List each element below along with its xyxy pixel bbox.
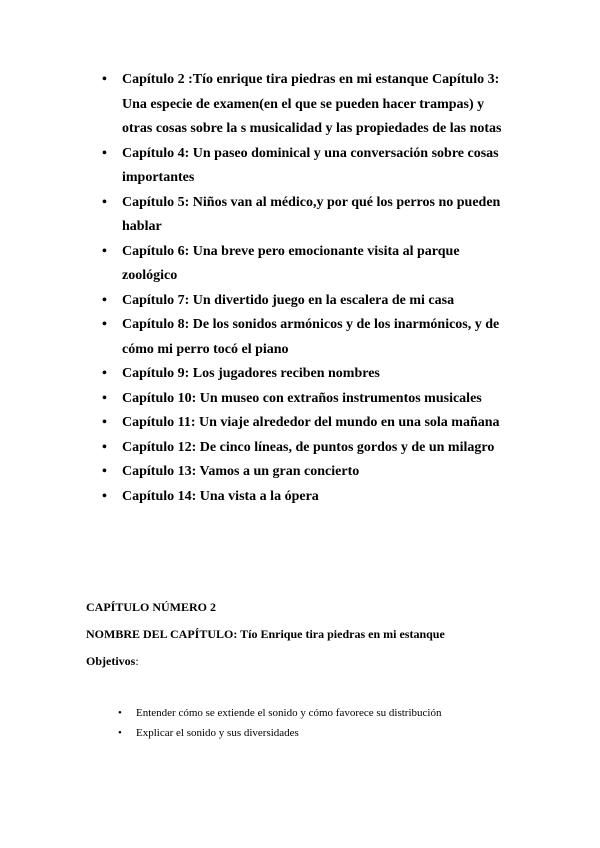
list-item: • Capítulo 13: Vamos a un gran concierto <box>100 460 510 485</box>
objectives-colon: : <box>135 654 139 668</box>
objectives-list <box>116 703 536 743</box>
objectives-heading <box>86 648 526 675</box>
list-item: • Capítulo 7: Un divertido juego en la escalera de mi casa <box>100 289 510 314</box>
chapter-list <box>100 68 510 509</box>
list-item: • Capítulo 9: Los jugadores reciben nombres <box>100 362 510 387</box>
list-item: • Capítulo 14: Una vista a la ópera <box>100 485 510 510</box>
chapter-section <box>86 594 526 675</box>
chapter-name: NOMBRE DEL CAPÍTULO: Tío Enrique tira piedras en mi estanque <box>86 627 445 641</box>
list-item: • Capítulo 5: Niños van al médico,y por qué los perros no pueden hablar <box>100 191 510 240</box>
section-heading: CAPÍTULO NÚMERO 2 <box>86 600 217 614</box>
list-item: • Capítulo 4: Un paseo dominical y una conversación sobre cosas importantes <box>100 142 510 191</box>
objectives-label: Objetivos <box>86 654 136 668</box>
list-item: • Capítulo 12: De cinco líneas, de puntos gordos y de un milagro <box>100 436 510 461</box>
list-item: • Capítulo 2 :Tío enrique tira piedras en mi estanque Capítulo 3: Una especie de examen(en el que se pueden hacer trampas) y otras cosas sobre la s musicalidad y las propiedades de las notas <box>100 68 510 142</box>
list-item: • Capítulo 6: Una breve pero emocionante visita al parque zoológico <box>100 240 510 289</box>
list-item: • Entender cómo se extiende el sonido y cómo favorece su distribución <box>116 703 536 723</box>
list-item: • Capítulo 8: De los sonidos armónicos y de los inarmónicos, y de cómo mi perro tocó el piano <box>100 313 510 362</box>
list-item: • Explicar el sonido y sus diversidades <box>116 723 536 743</box>
list-item: • Capítulo 11: Un viaje alrededor del mundo en una sola mañana <box>100 411 510 436</box>
list-item: • Capítulo 10: Un museo con extraños instrumentos musicales <box>100 387 510 412</box>
